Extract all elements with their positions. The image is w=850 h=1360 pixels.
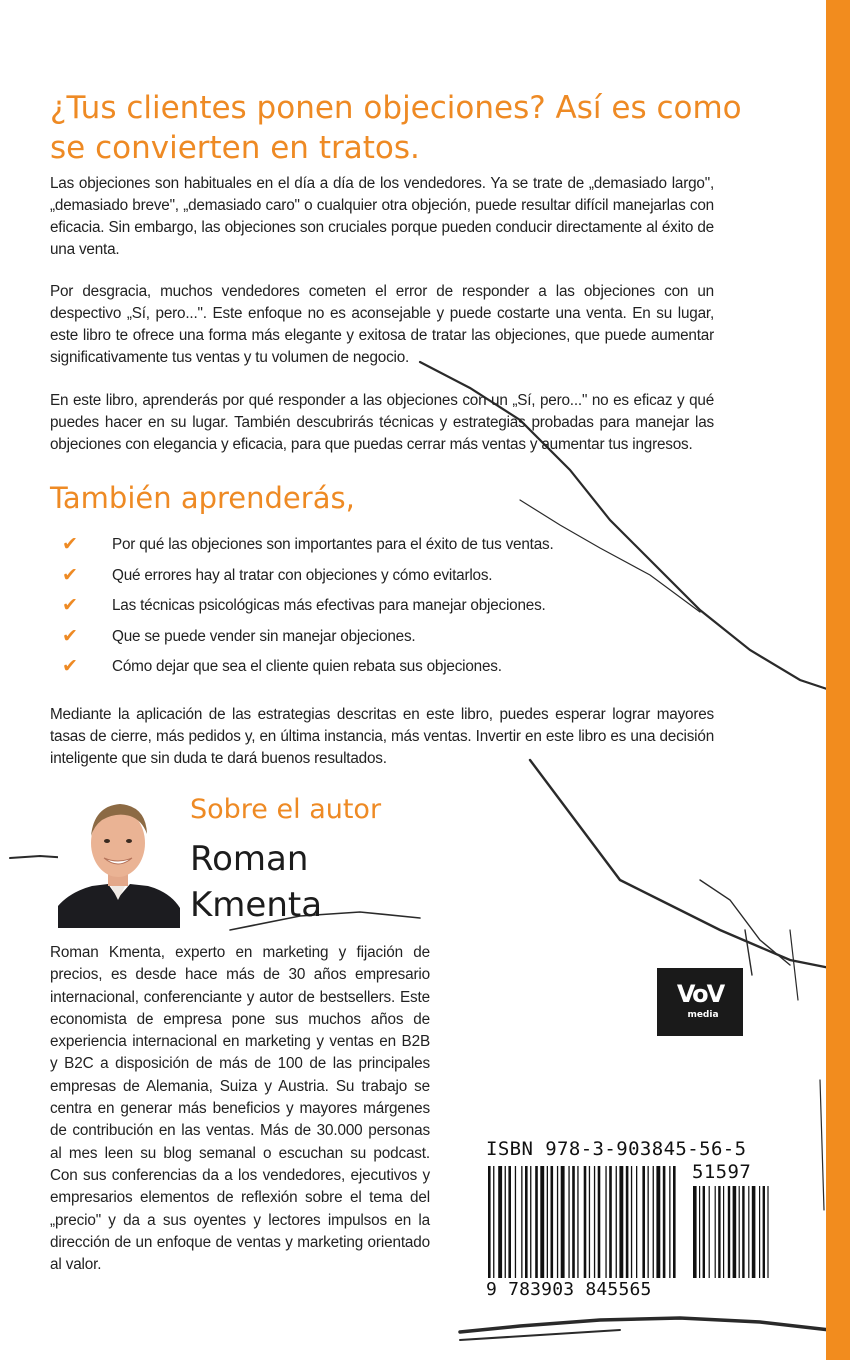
author-photo bbox=[58, 788, 180, 928]
list-item bbox=[62, 656, 742, 687]
intro-paragraph-1: Las objeciones son habituales en el día a día de los vendedores. Ya se trate de „demasiado largo", „demasiado breve", „demasiado caro" o cualquier otra objeción, puede resultar difícil manejarlas con eficacia. Sin embargo, las objeciones son cruciales porque pueden conducir directamente al éxito de una venta. bbox=[50, 175, 714, 258]
check-icon: ✔ bbox=[62, 564, 78, 586]
list-item bbox=[62, 626, 742, 657]
barcode-bars bbox=[488, 1166, 770, 1278]
orange-edge-stripe bbox=[826, 0, 850, 1360]
check-icon: ✔ bbox=[62, 625, 78, 647]
ean-digits: 9 783903 845565 bbox=[486, 1279, 652, 1300]
benefits-checklist bbox=[62, 534, 742, 687]
closing-paragraph: Mediante la aplicación de las estrategias descritas en este libro, puedes esperar lograr mayores tasas de cierre, más pedidos y, en última instancia, más ventas. Invertir en este libro es una decisión inteligente que sin duda te dará buenos resultados. bbox=[50, 706, 714, 767]
author-bio: Roman Kmenta, experto en marketing y fijación de precios, es desde hace más de 30 años empresario internacional, conferenciante y autor de bestsellers. Este economista de empresa pone sus muchos años de experiencia internacional en marketing y ventas en B2B y B2C a disposición de más de 100 de las principales empresas de Alemania, Suiza y Austria. Su trabajo se centra en generar más beneficios y mayores márgenes de contribución en las ventas. Más de 30.000 personas al mes leen su blog semanal o escuchan su podcast. Con sus conferencias da a los vendedores, ejecutivos y empresarios elementos de reflexión sobre el tema del „precio" y da a sus oyentes y lectores impulsos en la dirección de un enfoque de ventas y marketing orientado al valor. bbox=[50, 944, 430, 1274]
author-name: Roman Kmenta bbox=[190, 839, 323, 925]
also-learn-heading: También aprenderás, bbox=[50, 481, 355, 515]
list-item bbox=[62, 565, 742, 596]
list-item-text: Cómo dejar que sea el cliente quien rebata sus objeciones. bbox=[112, 658, 502, 675]
check-icon: ✔ bbox=[62, 595, 78, 616]
barcode-addon-digits: 51597 bbox=[692, 1161, 752, 1183]
publisher-logo-text: media bbox=[687, 1010, 719, 1020]
list-item-text: Por qué las objeciones son importantes para el éxito de tus ventas. bbox=[112, 536, 554, 553]
author-section-label: Sobre el autor bbox=[190, 794, 382, 825]
list-item bbox=[62, 534, 742, 565]
list-item bbox=[62, 595, 742, 626]
isbn-label: ISBN 978-3-903845-56-5 bbox=[486, 1138, 747, 1160]
list-item-text: Que se puede vender sin manejar objeciones. bbox=[112, 627, 416, 645]
list-item-text: Las técnicas psicológicas más efectivas para manejar objeciones. bbox=[112, 597, 546, 614]
publisher-logo bbox=[657, 968, 743, 1036]
intro-paragraph-2: Por desgracia, muchos vendedores cometen el error de responder a las objeciones con un despectivo „Sí, pero...". Este enfoque no es aconsejable y puede costarte una venta. En su lugar, este libro te ofrece una forma más elegante y exitosa de tratar las objeciones, que puede aumentar significativamente tus ventas y tu volumen de negocio. bbox=[50, 283, 714, 366]
check-icon: ✔ bbox=[62, 656, 78, 677]
publisher-logo-mark: VoV bbox=[676, 980, 724, 1008]
intro-paragraph-3: En este libro, aprenderás por qué responder a las objeciones con un „Sí, pero..." no es eficaz y qué puedes hacer en su lugar. También descubrirás técnicas y estrategias probadas para manejar las objeciones con elegancia y eficacia, para que puedas cerrar más ventas y aumentar tus ingresos. bbox=[50, 392, 714, 453]
main-heading: ¿Tus clientes ponen objeciones? Así es como se convierten en tratos. bbox=[50, 90, 742, 166]
list-item-text: Qué errores hay al tratar con objeciones y cómo evitarlos. bbox=[112, 566, 493, 584]
check-icon: ✔ bbox=[62, 534, 78, 555]
